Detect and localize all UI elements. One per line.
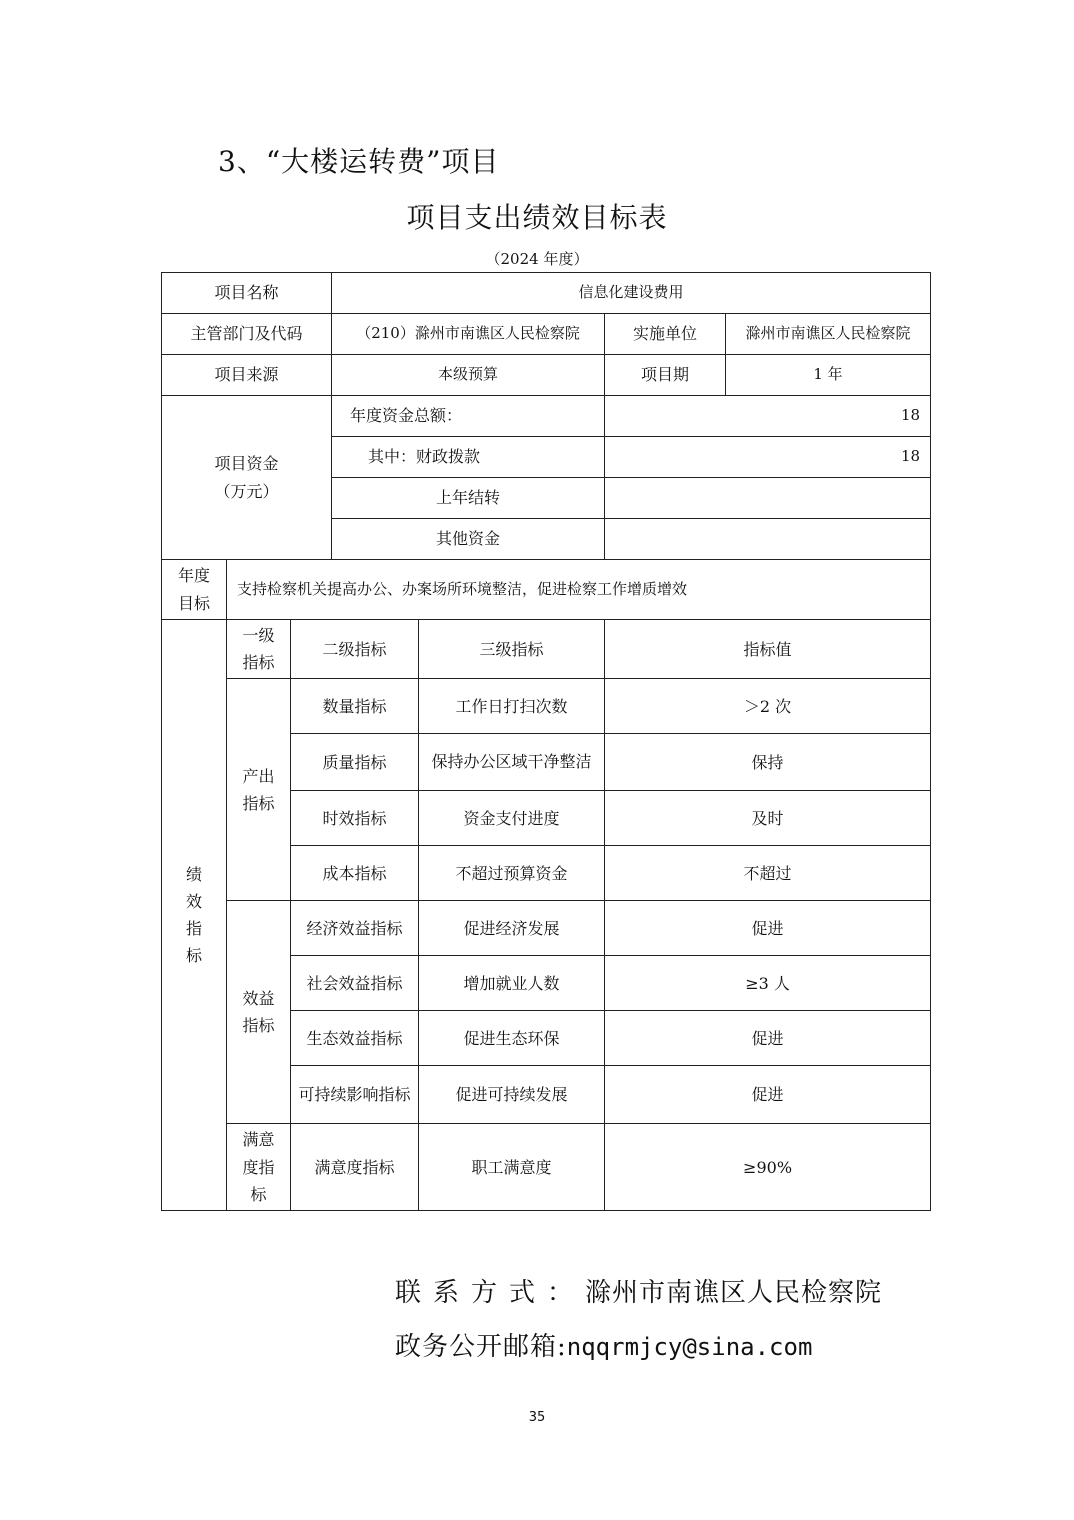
period-label: 项目期 [605,355,726,396]
satisfaction-group-line2: 度指 [242,1157,275,1177]
fiscal-value: 18 [605,437,931,478]
table-row [162,679,931,734]
side-char: 指 [185,918,202,938]
project-name-value: 信息化建设费用 [332,273,931,314]
output-group-label [227,679,291,901]
level3-cell: 不超过预算资金 [419,846,605,901]
side-char: 标 [185,946,202,966]
satisfaction-group-line1: 满意 [242,1130,275,1150]
value-cell: ≥3 人 [605,956,931,1011]
row-project-name [162,273,931,314]
satisfaction-group-label [227,1124,291,1211]
project-name-label: 项目名称 [162,273,332,314]
goal-label-line1: 年度 [177,566,210,586]
contact-line [395,1272,882,1309]
value-cell: 促进 [605,901,931,956]
carryover-value [605,478,931,519]
level3-cell: 保持办公区域干净整洁 [419,734,605,791]
level3-cell: 增加就业人数 [419,956,605,1011]
funds-label [162,396,332,560]
level2-cell: 成本指标 [291,846,419,901]
page-number: 35 [528,1410,546,1425]
funds-label-line1: 项目资金 [214,454,279,474]
contact-value: 滁州市南谯区人民检察院 [585,1278,883,1308]
row-annual-total [162,396,931,437]
level3-cell: 职工满意度 [419,1124,605,1211]
header-level3: 三级指标 [419,620,605,679]
output-group-line1: 产出 [242,766,275,786]
value-cell: 促进 [605,1066,931,1124]
benefit-group-line1: 效益 [242,989,275,1009]
annual-total-label: 年度资金总额： [332,396,605,437]
value-cell: 保持 [605,734,931,791]
source-label: 项目来源 [162,355,332,396]
level2-cell: 时效指标 [291,791,419,846]
value-cell: ＞2 次 [605,679,931,734]
output-group-line2: 指标 [242,793,275,813]
value-cell: ≥90% [605,1124,931,1211]
value-cell: 及时 [605,791,931,846]
header-level1-line2: 指标 [242,653,275,673]
section-heading: 3、“大楼运转费”项目 [218,145,500,178]
level2-cell: 经济效益指标 [291,901,419,956]
table-year: （2024 年度） [485,250,589,268]
email-label: 政务公开邮箱: [395,1332,567,1362]
level2-cell: 社会效益指标 [291,956,419,1011]
level2-cell: 数量指标 [291,679,419,734]
source-value: 本级预算 [332,355,605,396]
carryover-label: 上年结转 [332,478,605,519]
period-value: 1 年 [726,355,931,396]
email-line [395,1326,812,1363]
header-level1 [227,620,291,679]
header-value: 指标值 [605,620,931,679]
value-cell: 促进 [605,1011,931,1066]
dept-value: （210）滁州市南谯区人民检察院 [332,314,605,355]
performance-table [161,272,931,1211]
level2-cell: 生态效益指标 [291,1011,419,1066]
performance-indicator-label [162,620,227,1211]
goal-label [162,560,227,620]
satisfaction-group-line3: 标 [250,1184,267,1204]
other-label: 其他资金 [332,519,605,560]
table-row [162,901,931,956]
row-source [162,355,931,396]
table-row [162,1124,931,1211]
header-level1-line1: 一级 [242,626,275,645]
goal-text: 支持检察机关提高办公、办案场所环境整洁，促进检察工作增质增效 [227,560,931,620]
annual-total-value: 18 [605,396,931,437]
value-cell: 不超过 [605,846,931,901]
side-char: 绩 [185,864,202,884]
other-value [605,519,931,560]
fiscal-label: 其中：财政拨款 [332,437,605,478]
impl-value: 滁州市南谯区人民检察院 [726,314,931,355]
email-address[interactable]: nqqrmjcy@sina.com [566,1333,813,1361]
level2-cell: 满意度指标 [291,1124,419,1211]
side-char: 效 [185,891,202,911]
goal-label-line2: 目标 [177,593,210,613]
level3-cell: 资金支付进度 [419,791,605,846]
row-annual-goal [162,560,931,620]
contact-label: 联系方式： [395,1278,586,1308]
level3-cell: 促进经济发展 [419,901,605,956]
level3-cell: 促进生态环保 [419,1011,605,1066]
benefit-group-label [227,901,291,1124]
dept-label: 主管部门及代码 [162,314,332,355]
table-title: 项目支出绩效目标表 [406,201,668,234]
benefit-group-line2: 指标 [242,1016,275,1036]
level2-cell: 质量指标 [291,734,419,791]
header-level2: 二级指标 [291,620,419,679]
row-department [162,314,931,355]
funds-label-line2: （万元） [214,481,279,501]
level2-cell: 可持续影响指标 [291,1066,419,1124]
level3-cell: 促进可持续发展 [419,1066,605,1124]
row-indicator-header [162,620,931,679]
impl-label: 实施单位 [605,314,726,355]
level3-cell: 工作日打扫次数 [419,679,605,734]
